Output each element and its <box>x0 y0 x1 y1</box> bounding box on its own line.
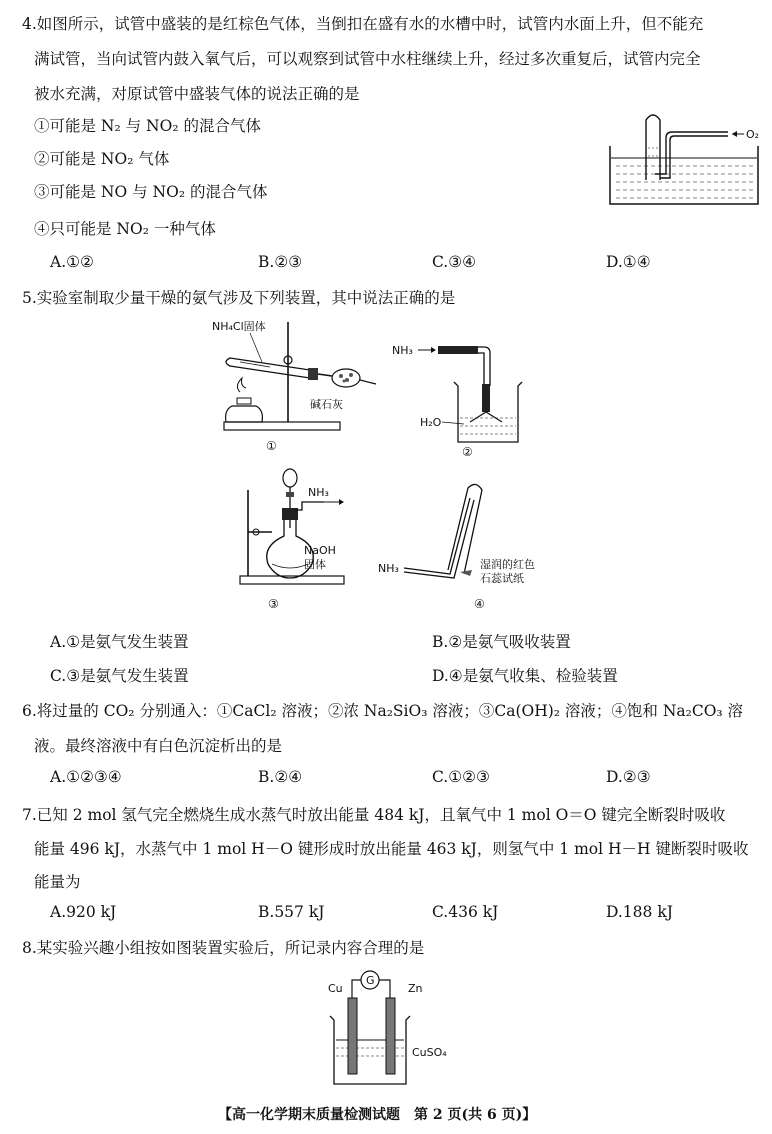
q4-stem-line-3: 被水充满，对原试管中盛装气体的说法正确的是 <box>34 85 360 103</box>
q7-option-b[interactable]: B.557 kJ <box>258 903 325 921</box>
q5-fig3-label-nh3: NH₃ <box>308 486 329 499</box>
q4-stem-line-2: 满试管，当向试管内鼓入氧气后，可以观察到试管中水柱继续上升，经过多次重复后，试管内完全 <box>34 50 701 68</box>
q5-fig4-label-nh3: NH₃ <box>378 562 399 575</box>
q4-label-o2: O₂ <box>746 128 760 141</box>
q5-fig2-num: ② <box>462 445 473 459</box>
q5-fig1-label-lime: 碱石灰 <box>310 398 343 411</box>
q5-fig4-label-paper-2: 石蕊试纸 <box>480 572 524 585</box>
q8-label-g: G <box>366 974 375 987</box>
q5-option-d[interactable]: D.④是氨气收集、检验装置 <box>432 667 618 685</box>
q7-stem-line-2: 能量 496 kJ，水蒸气中 1 mol H－O 键形成时放出能量 463 kJ，则氢气中 1 mol H－H 键断裂时吸收 <box>34 840 749 858</box>
q6-option-c[interactable]: C.①②③ <box>432 768 490 786</box>
q5-fig1-num: ① <box>266 439 277 453</box>
q7-option-d[interactable]: D.188 kJ <box>606 903 673 921</box>
q8-stem: 8.某实验兴趣小组按如图装置实验后，所记录内容合理的是 <box>22 939 425 957</box>
q4-item-4: ④只可能是 NO₂ 一种气体 <box>34 220 216 238</box>
page-footer: 【高一化学期末质量检测试题 第 2 页(共 6 页)】 <box>218 1107 537 1123</box>
q5-option-c[interactable]: C.③是氨气发生装置 <box>50 667 189 685</box>
q5-fig1-label-nh4cl: NH₄Cl固体 <box>212 320 266 333</box>
q5-figure-1 <box>210 318 380 460</box>
q8-label-cu: Cu <box>328 982 343 995</box>
q4-option-a[interactable]: A.①② <box>50 253 94 271</box>
q5-figure-2 <box>390 336 530 458</box>
q5-figure-3 <box>232 466 392 612</box>
q5-fig4-label-paper-1: 湿润的红色 <box>480 558 535 571</box>
q5-stem: 5.实验室制取少量干燥的氨气涉及下列装置，其中说法正确的是 <box>22 289 456 307</box>
q8-figure-cell <box>322 966 462 1096</box>
q5-fig2-label-h2o: H₂O <box>420 416 442 429</box>
q5-fig3-label-naoh-2: 固体 <box>304 558 326 571</box>
q4-figure-trough <box>608 108 768 208</box>
q4-option-b[interactable]: B.②③ <box>258 253 303 271</box>
q6-stem-line-1: 6.将过量的 CO₂ 分别通入：①CaCl₂ 溶液；②浓 Na₂SiO₃ 溶液；③Ca(OH)₂ 溶液；④饱和 Na₂CO₃ 溶 <box>22 702 744 720</box>
q7-stem-line-3: 能量为 <box>34 873 81 891</box>
q4-option-c[interactable]: C.③④ <box>432 253 477 271</box>
q4-item-2: ②可能是 NO₂ 气体 <box>34 150 170 168</box>
q8-label-zn: Zn <box>408 982 423 995</box>
q8-label-cuso4: CuSO₄ <box>412 1046 447 1059</box>
q5-fig3-label-naoh-1: NaOH <box>304 544 336 557</box>
q6-option-b[interactable]: B.②④ <box>258 768 303 786</box>
q5-figure-4 <box>376 476 556 612</box>
q5-option-a[interactable]: A.①是氨气发生装置 <box>50 633 189 651</box>
q5-option-b[interactable]: B.②是氨气吸收装置 <box>432 633 571 651</box>
q4-stem-line-1: 4.如图所示，试管中盛装的是红棕色气体，当倒扣在盛有水的水槽中时，试管内水面上升，但不能充 <box>22 15 704 33</box>
q5-fig4-num: ④ <box>474 597 485 611</box>
q6-option-a[interactable]: A.①②③④ <box>50 768 122 786</box>
q6-stem-line-2: 液。最终溶液中有白色沉淀析出的是 <box>34 737 283 755</box>
q4-item-1: ①可能是 N₂ 与 NO₂ 的混合气体 <box>34 117 261 135</box>
q4-option-d[interactable]: D.①④ <box>606 253 651 271</box>
q5-fig2-label-nh3: NH₃ <box>392 344 413 357</box>
q5-fig3-num: ③ <box>268 597 279 611</box>
q7-stem-line-1: 7.已知 2 mol 氢气完全燃烧生成水蒸气时放出能量 484 kJ，且氧气中 1 mol O＝O 键完全断裂时吸收 <box>22 806 726 824</box>
q7-option-c[interactable]: C.436 kJ <box>432 903 499 921</box>
q7-option-a[interactable]: A.920 kJ <box>50 903 117 921</box>
q6-option-d[interactable]: D.②③ <box>606 768 651 786</box>
q4-item-3: ③可能是 NO 与 NO₂ 的混合气体 <box>34 183 268 201</box>
